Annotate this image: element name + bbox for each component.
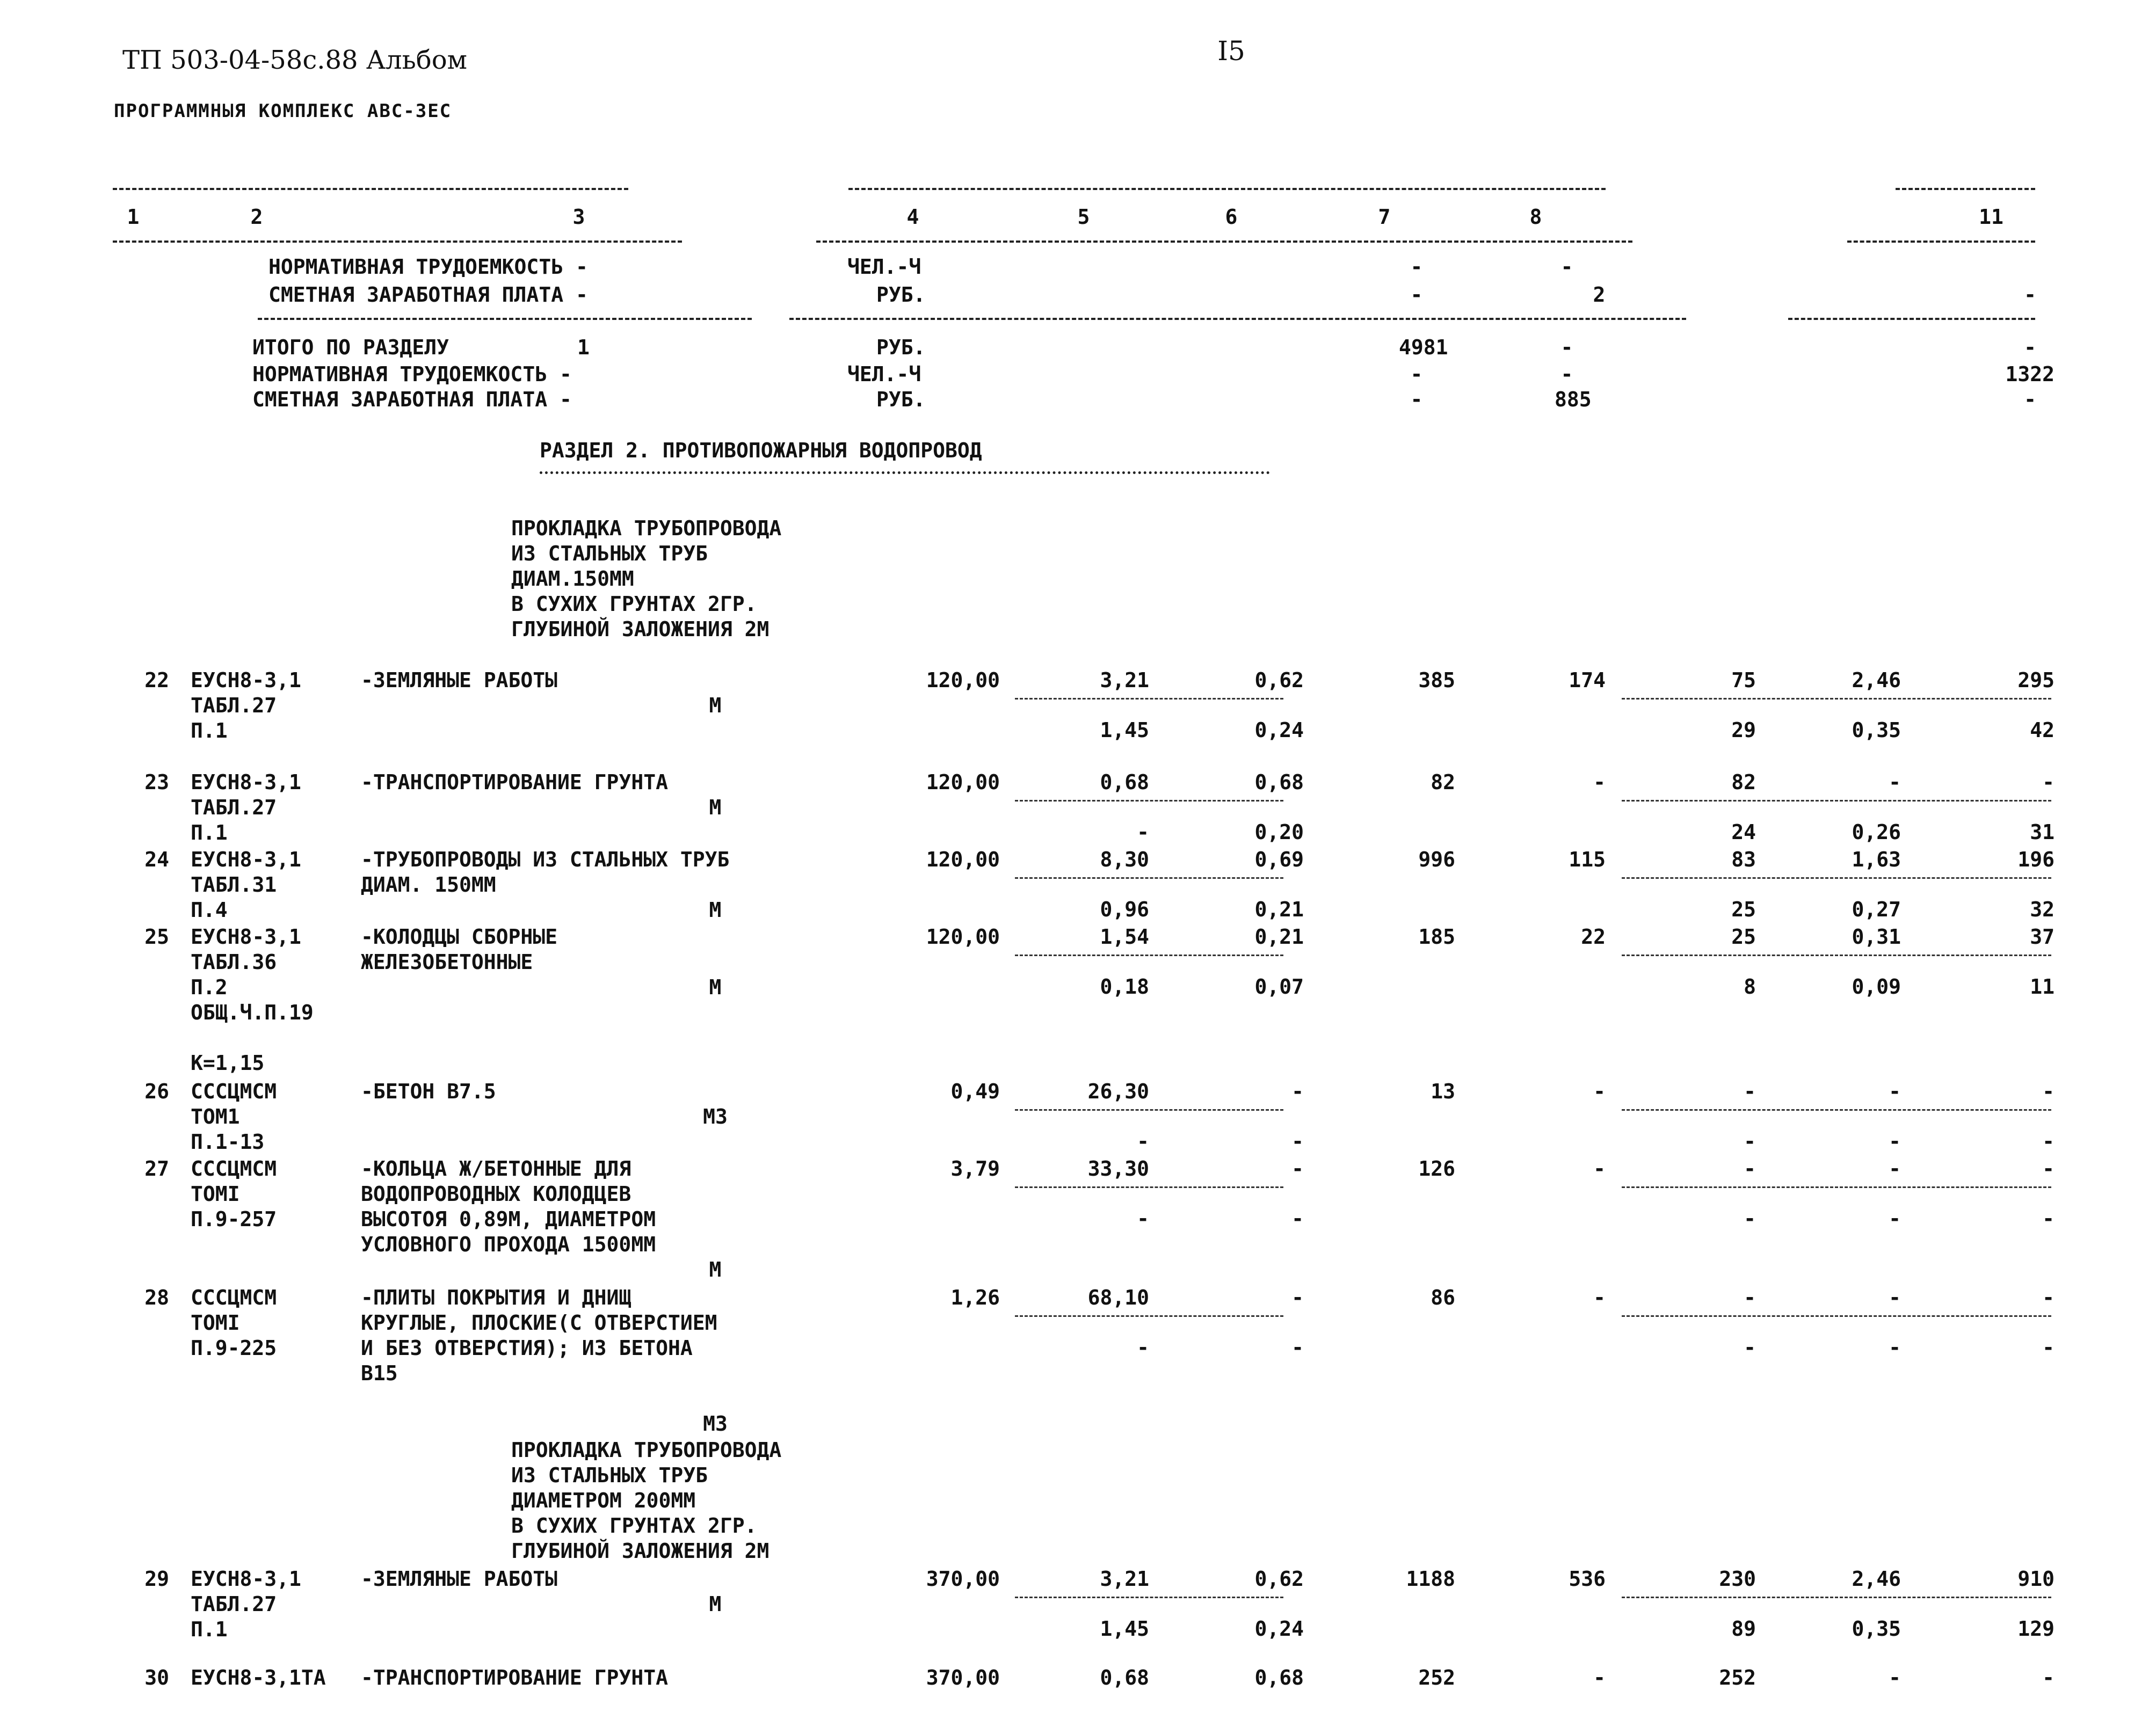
group-heading-line: ПРОКЛАДКА ТРУБОПРОВОДА — [511, 516, 782, 540]
summary-value: - — [1410, 362, 1423, 386]
row-description: -ЗЕМЛЯНЫЕ РАБОТЫ — [361, 1567, 558, 1591]
row-c8: - — [1593, 1157, 1606, 1181]
row-c10-sub: - — [1889, 1130, 1901, 1153]
row-code: ТАБЛ.27 — [191, 796, 277, 819]
row-c6: 0,68 — [1254, 1666, 1304, 1689]
row-number: 28 — [144, 1286, 169, 1309]
row-description: УСЛОВНОГО ПРОХОДА 1500ММ — [361, 1233, 656, 1256]
row-c8: - — [1593, 770, 1606, 794]
row-c9-sub: - — [1744, 1207, 1756, 1230]
row-c10-sub: 0,26 — [1852, 820, 1901, 844]
row-number: 23 — [144, 770, 169, 794]
row-code: П.1 — [191, 821, 228, 844]
program-name: ПРОГРАММНЫЯ КОМПЛЕКС АВС-3ЕС — [114, 100, 452, 122]
group-heading-line: В СУХИХ ГРУНТАХ 2ГР. — [511, 1514, 757, 1538]
row-code: ТАБЛ.36 — [191, 950, 277, 974]
row-c9: 25 — [1731, 925, 1756, 949]
row-total: 86 — [1431, 1286, 1455, 1309]
row-c10: 0,31 — [1852, 925, 1901, 949]
row-c11-sub: 129 — [2017, 1617, 2055, 1641]
divider — [1622, 800, 2051, 802]
row-c9: 82 — [1731, 770, 1756, 794]
row-code: ТОМI — [191, 1182, 240, 1206]
divider — [1015, 955, 1283, 956]
row-c6-sub: - — [1291, 1336, 1304, 1359]
row-unit: М — [709, 1592, 722, 1616]
divider — [816, 241, 1632, 243]
row-code: П.2 — [191, 975, 228, 999]
summary-unit: РУБ. — [876, 283, 926, 307]
row-description: -ЗЕМЛЯНЫЕ РАБОТЫ — [361, 668, 558, 692]
row-code: ЕУСН8-3,1 — [191, 770, 301, 794]
row-c11-sub: 42 — [2030, 718, 2055, 742]
col-header-2: 2 — [250, 205, 263, 229]
row-c11-sub: - — [2042, 1207, 2055, 1230]
row-c10: - — [1889, 1157, 1901, 1181]
row-number: 29 — [144, 1567, 169, 1591]
divider — [1015, 698, 1283, 700]
row-description: -ТРУБОПРОВОДЫ ИЗ СТАЛЬНЫХ ТРУБ — [361, 848, 730, 871]
row-c11: 196 — [2017, 848, 2055, 871]
row-c10-sub: 0,35 — [1852, 1617, 1901, 1641]
group-heading-line: ГЛУБИНОЙ ЗАЛОЖЕНИЯ 2М — [511, 1539, 770, 1563]
summary-unit: ЧЕЛ.-Ч — [847, 362, 921, 386]
row-c9: 252 — [1719, 1666, 1756, 1689]
row-unit-price: 1,54 — [1100, 925, 1149, 949]
summary-value: - — [1560, 362, 1573, 386]
row-unit: М — [709, 694, 722, 717]
row-code: ЕУСН8-3,1ТА — [191, 1666, 326, 1689]
row-quantity: 120,00 — [926, 770, 1000, 794]
row-unit-price: 3,21 — [1100, 1567, 1149, 1591]
row-unit-price: 26,30 — [1087, 1080, 1149, 1103]
summary-value: - — [1410, 283, 1423, 307]
row-code: ЕУСН8-3,1 — [191, 848, 301, 871]
row-c6-sub: - — [1291, 1130, 1304, 1153]
divider — [1015, 1315, 1283, 1317]
row-description: ВОДОПРОВОДНЫХ КОЛОДЦЕВ — [361, 1182, 631, 1206]
row-total: 126 — [1418, 1157, 1455, 1181]
group-heading-line: ДИАМЕТРОМ 200ММ — [511, 1489, 696, 1512]
summary-value: - — [1560, 255, 1573, 279]
row-unit-price-sub: 1,45 — [1100, 718, 1149, 742]
divider — [1622, 1597, 2051, 1598]
row-unit-price-sub: 0,18 — [1100, 975, 1149, 999]
divider — [1015, 1597, 1283, 1598]
row-c6: - — [1291, 1286, 1304, 1309]
row-code: К=1,15 — [191, 1051, 265, 1075]
row-total: 252 — [1418, 1666, 1455, 1689]
row-description: КРУГЛЫЕ, ПЛОСКИЕ(С ОТВЕРСТИЕМ — [361, 1311, 717, 1335]
row-c6: - — [1291, 1080, 1304, 1103]
row-code: ЕУСН8-3,1 — [191, 668, 301, 692]
row-number: 27 — [144, 1157, 169, 1181]
document-code: ТП 503-04-58с.88 Альбом — [122, 45, 467, 75]
row-unit-price: 3,21 — [1100, 668, 1149, 692]
summary-value: - — [1410, 388, 1423, 411]
row-unit: М — [709, 1258, 722, 1281]
row-quantity: 1,26 — [950, 1286, 1000, 1309]
row-total: 13 — [1431, 1080, 1455, 1103]
row-c11: - — [2042, 1286, 2055, 1309]
divider — [1015, 1186, 1283, 1188]
row-unit: М3 — [703, 1412, 728, 1436]
summary-value: - — [1410, 255, 1423, 279]
divider — [1015, 1109, 1283, 1111]
row-quantity: 370,00 — [926, 1666, 1000, 1689]
divider — [1622, 877, 2051, 879]
row-total: 185 — [1418, 925, 1455, 949]
row-c10-sub: 0,27 — [1852, 898, 1901, 921]
row-unit-price: 0,68 — [1100, 770, 1149, 794]
row-c6-sub: 0,24 — [1254, 1617, 1304, 1641]
row-quantity: 120,00 — [926, 925, 1000, 949]
row-c8: - — [1593, 1666, 1606, 1689]
row-c6: 0,69 — [1254, 848, 1304, 871]
row-description: ЖЕЛЕЗОБЕТОННЫЕ — [361, 950, 533, 974]
row-c11: 910 — [2017, 1567, 2055, 1591]
row-quantity: 3,79 — [950, 1157, 1000, 1181]
row-c9-sub: 29 — [1731, 718, 1756, 742]
row-code: П.9-225 — [191, 1336, 277, 1360]
row-c6-sub: 0,24 — [1254, 718, 1304, 742]
row-description: -КОЛЬЦА Ж/БЕТОННЫЕ ДЛЯ — [361, 1157, 631, 1181]
row-code: ЕУСН8-3,1 — [191, 925, 301, 949]
col-header-7: 7 — [1378, 205, 1391, 229]
col-header-5: 5 — [1077, 205, 1090, 229]
divider — [1896, 188, 2035, 190]
summary-value: - — [2024, 283, 2036, 307]
row-c11-sub: 31 — [2030, 820, 2055, 844]
summary-unit: РУБ. — [876, 336, 926, 359]
col-header-1: 1 — [127, 205, 140, 229]
row-c10-sub: 0,09 — [1852, 975, 1901, 999]
row-description: В15 — [361, 1361, 398, 1385]
summary-unit: ЧЕЛ.-Ч — [847, 255, 921, 279]
row-unit-price-sub: - — [1137, 1336, 1149, 1359]
page-number: I5 — [1217, 35, 1245, 67]
row-c6: 0,62 — [1254, 1567, 1304, 1591]
section-underline — [540, 471, 1270, 474]
row-unit-price: 8,30 — [1100, 848, 1149, 871]
row-description: И БЕЗ ОТВЕРСТИЯ); ИЗ БЕТОНА — [361, 1336, 693, 1360]
summary-label: НОРМАТИВНАЯ ТРУДОЕМКОСТЬ - — [268, 255, 588, 279]
divider — [1622, 955, 2051, 956]
row-number: 22 — [144, 668, 169, 692]
row-c8: 115 — [1569, 848, 1606, 871]
group-heading-line: ДИАМ.150ММ — [511, 567, 634, 591]
col-header-6: 6 — [1225, 205, 1238, 229]
section-title: РАЗДЕЛ 2. ПРОТИВОПОЖАРНЫЯ ВОДОПРОВОД — [540, 439, 982, 462]
row-total: 996 — [1418, 848, 1455, 871]
row-description: ДИАМ. 150ММ — [361, 873, 496, 897]
divider — [848, 188, 1606, 190]
col-header-8: 8 — [1529, 205, 1542, 229]
group-heading-line: ИЗ СТАЛЬНЫХ ТРУБ — [511, 1463, 708, 1487]
row-code: ЕУСН8-3,1 — [191, 1567, 301, 1591]
row-unit-price: 0,68 — [1100, 1666, 1149, 1689]
row-c9-sub: 25 — [1731, 898, 1756, 921]
row-c10-sub: - — [1889, 1207, 1901, 1230]
row-code: П.9-257 — [191, 1207, 277, 1231]
row-unit: М — [709, 796, 722, 819]
row-description: -ПЛИТЫ ПОКРЫТИЯ И ДНИЩ — [361, 1286, 631, 1309]
row-description: -БЕТОН В7.5 — [361, 1080, 496, 1103]
row-c11-sub: - — [2042, 1336, 2055, 1359]
group-heading-line: ИЗ СТАЛЬНЫХ ТРУБ — [511, 542, 708, 565]
row-number: 26 — [144, 1080, 169, 1103]
row-c11: - — [2042, 1080, 2055, 1103]
row-c6: 0,62 — [1254, 668, 1304, 692]
row-c6-sub: - — [1291, 1207, 1304, 1230]
row-c9: - — [1744, 1157, 1756, 1181]
row-c6: 0,21 — [1254, 925, 1304, 949]
row-code: СССЦМСМ — [191, 1157, 277, 1181]
row-number: 30 — [144, 1666, 169, 1689]
row-c11: - — [2042, 1666, 2055, 1689]
divider — [1622, 698, 2051, 700]
row-code: П.4 — [191, 898, 228, 922]
summary-value: - — [2024, 388, 2036, 411]
divider — [113, 188, 628, 190]
row-quantity: 120,00 — [926, 668, 1000, 692]
divider — [1622, 1315, 2051, 1317]
divider — [789, 318, 1686, 320]
row-description: ВЫСОТОЯ 0,89М, ДИАМЕТРОМ — [361, 1207, 656, 1231]
summary-unit: РУБ. — [876, 388, 926, 411]
row-unit-price: 33,30 — [1087, 1157, 1149, 1181]
row-code: СССЦМСМ — [191, 1080, 277, 1103]
row-c10-sub: - — [1889, 1336, 1901, 1359]
row-number: 24 — [144, 848, 169, 871]
row-c6-sub: 0,21 — [1254, 898, 1304, 921]
summary-label: СМЕТНАЯ ЗАРАБОТНАЯ ПЛАТА - — [252, 388, 572, 411]
row-code: ТАБЛ.31 — [191, 873, 277, 897]
row-c6-sub: 0,20 — [1254, 820, 1304, 844]
row-c9-sub: - — [1744, 1130, 1756, 1153]
row-c8: 174 — [1569, 668, 1606, 692]
row-c9-sub: - — [1744, 1336, 1756, 1359]
row-code: ОБЩ.Ч.П.19 — [191, 1001, 314, 1024]
row-c10: - — [1889, 770, 1901, 794]
row-c11: - — [2042, 1157, 2055, 1181]
row-c8: 22 — [1581, 925, 1606, 949]
row-c9: 230 — [1719, 1567, 1756, 1591]
divider — [1015, 800, 1283, 802]
total-label: ИТОГО ПО РАЗДЕЛУ — [252, 336, 449, 359]
divider — [1788, 318, 2035, 320]
divider — [1847, 241, 2035, 243]
row-c6: - — [1291, 1157, 1304, 1181]
row-c10: - — [1889, 1666, 1901, 1689]
row-c11: 295 — [2017, 668, 2055, 692]
row-c9-sub: 24 — [1731, 820, 1756, 844]
divider — [258, 318, 752, 320]
row-c11-sub: - — [2042, 1130, 2055, 1153]
row-total: 385 — [1418, 668, 1455, 692]
row-code: ТОМ1 — [191, 1105, 240, 1128]
row-c10: - — [1889, 1080, 1901, 1103]
row-description: -ТРАНСПОРТИРОВАНИЕ ГРУНТА — [361, 1666, 668, 1689]
row-code: П.1-13 — [191, 1130, 265, 1154]
summary-value: - — [1560, 336, 1573, 359]
row-code: П.1 — [191, 1618, 228, 1641]
row-total: 1188 — [1406, 1567, 1455, 1591]
summary-value: 1322 — [2005, 362, 2055, 386]
row-c9: - — [1744, 1286, 1756, 1309]
row-quantity: 370,00 — [926, 1567, 1000, 1591]
summary-label: СМЕТНАЯ ЗАРАБОТНАЯ ПЛАТА - — [268, 283, 588, 307]
row-unit: М3 — [703, 1105, 728, 1128]
row-code: ТОМI — [191, 1311, 240, 1335]
summary-value: 4981 — [1399, 336, 1448, 359]
row-c10: - — [1889, 1286, 1901, 1309]
row-unit-price: 68,10 — [1087, 1286, 1149, 1309]
total-number: 1 — [577, 336, 590, 359]
row-unit: М — [709, 898, 722, 922]
summary-label: НОРМАТИВНАЯ ТРУДОЕМКОСТЬ - — [252, 362, 572, 386]
row-c6: 0,68 — [1254, 770, 1304, 794]
row-c9: 83 — [1731, 848, 1756, 871]
row-code: СССЦМСМ — [191, 1286, 277, 1309]
divider — [113, 241, 682, 243]
group-heading-line: В СУХИХ ГРУНТАХ 2ГР. — [511, 592, 757, 616]
row-quantity: 0,49 — [950, 1080, 1000, 1103]
row-c9-sub: 89 — [1731, 1617, 1756, 1641]
col-header-11: 11 — [1979, 205, 2003, 229]
row-unit-price-sub: - — [1137, 820, 1149, 844]
divider — [1015, 877, 1283, 879]
row-code: П.1 — [191, 719, 228, 742]
col-header-4: 4 — [906, 205, 919, 229]
group-heading-line: ГЛУБИНОЙ ЗАЛОЖЕНИЯ 2М — [511, 617, 770, 641]
summary-value: 885 — [1555, 388, 1592, 411]
row-c11-sub: 11 — [2030, 975, 2055, 999]
row-c6-sub: 0,07 — [1254, 975, 1304, 999]
row-c9: - — [1744, 1080, 1756, 1103]
row-unit: М — [709, 975, 722, 999]
row-c10-sub: 0,35 — [1852, 718, 1901, 742]
row-c10: 2,46 — [1852, 668, 1901, 692]
row-c11: 37 — [2030, 925, 2055, 949]
row-c8: 536 — [1569, 1567, 1606, 1591]
row-description: -ТРАНСПОРТИРОВАНИЕ ГРУНТА — [361, 770, 668, 794]
row-unit-price-sub: 0,96 — [1100, 898, 1149, 921]
row-c8: - — [1593, 1286, 1606, 1309]
row-description: -КОЛОДЦЫ СБОРНЫЕ — [361, 925, 558, 949]
row-c8: - — [1593, 1080, 1606, 1103]
row-code: ТАБЛ.27 — [191, 694, 277, 717]
row-quantity: 120,00 — [926, 848, 1000, 871]
group-heading-line: ПРОКЛАДКА ТРУБОПРОВОДА — [511, 1438, 782, 1462]
row-c9: 75 — [1731, 668, 1756, 692]
row-c9-sub: 8 — [1744, 975, 1756, 999]
row-total: 82 — [1431, 770, 1455, 794]
row-c10: 2,46 — [1852, 1567, 1901, 1591]
row-c11: - — [2042, 770, 2055, 794]
row-number: 25 — [144, 925, 169, 949]
row-unit-price-sub: 1,45 — [1100, 1617, 1149, 1641]
row-unit-price-sub: - — [1137, 1207, 1149, 1230]
divider — [1622, 1186, 2051, 1188]
row-c10: 1,63 — [1852, 848, 1901, 871]
row-code: ТАБЛ.27 — [191, 1592, 277, 1616]
summary-value: 2 — [1593, 283, 1606, 307]
summary-value: - — [2024, 336, 2036, 359]
row-unit-price-sub: - — [1137, 1130, 1149, 1153]
col-header-3: 3 — [572, 205, 585, 229]
divider — [1622, 1109, 2051, 1111]
row-c11-sub: 32 — [2030, 898, 2055, 921]
